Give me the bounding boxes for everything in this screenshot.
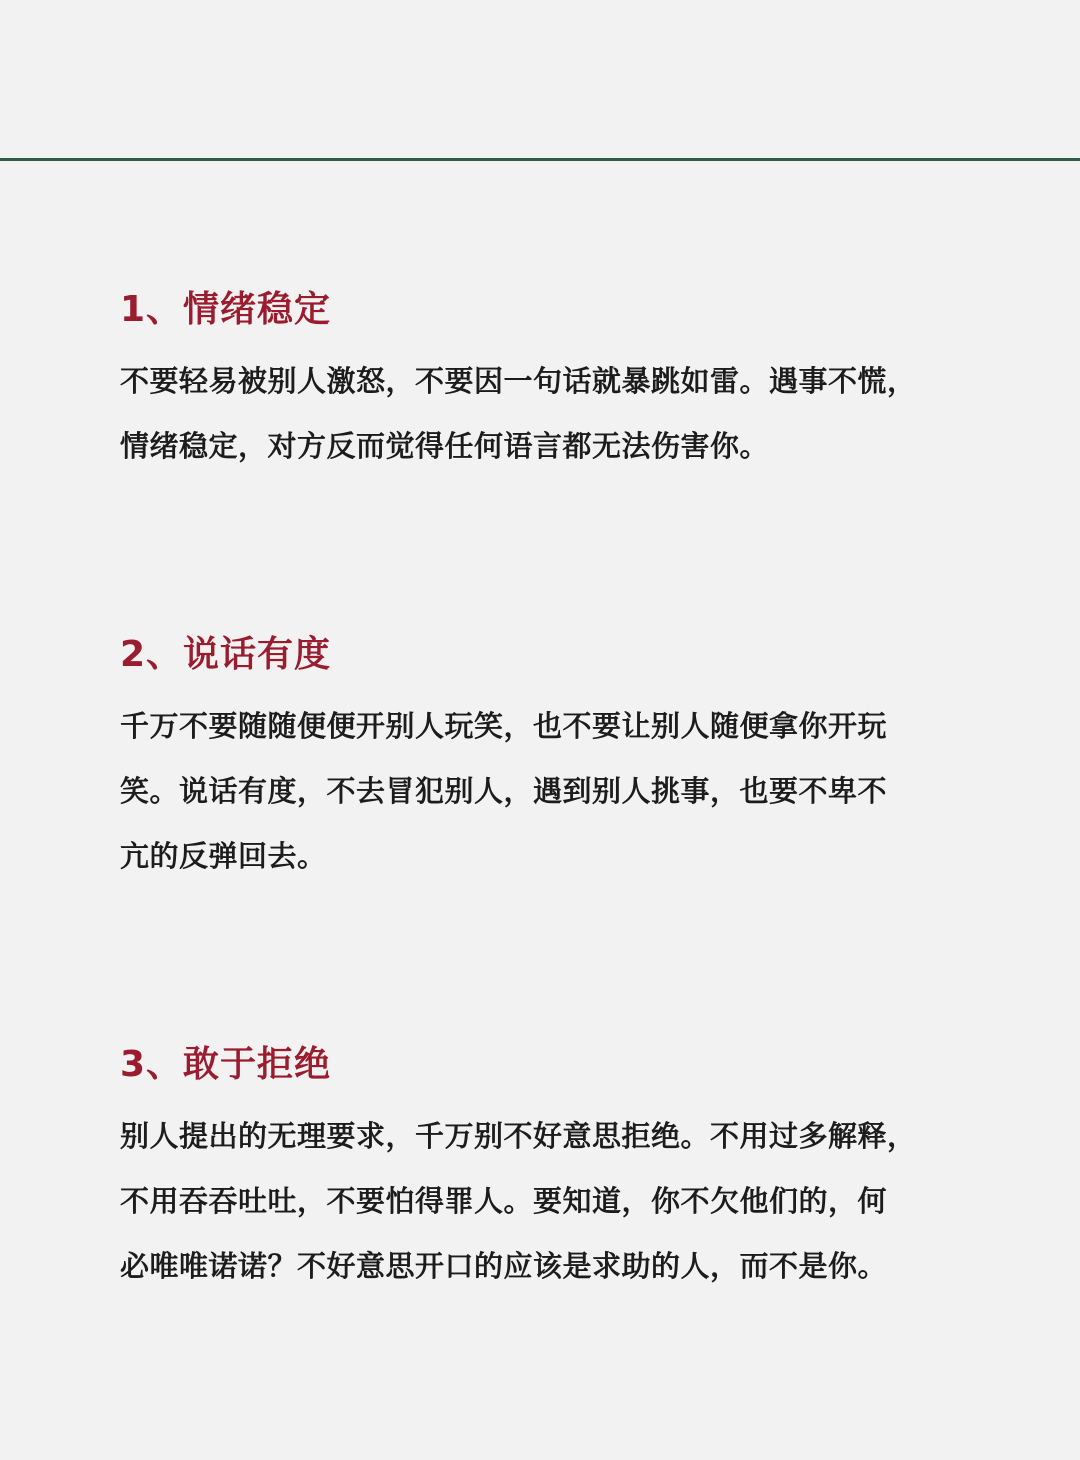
section-body <box>120 1104 980 1299</box>
section-body <box>120 349 980 479</box>
body-line: 不要轻易被别人激怒，不要因一句话就暴跳如雷。遇事不慌， <box>120 364 917 398</box>
section-emotional-stability <box>120 287 980 479</box>
section-title: 1、情绪稳定 <box>120 289 332 330</box>
section-dare-to-refuse <box>120 1042 980 1299</box>
body-line: 必唯唯诺诺？不好意思开口的应该是求助的人，而不是你。 <box>120 1249 888 1283</box>
section-body <box>120 694 980 889</box>
body-line: 别人提出的无理要求，千万别不好意思拒绝。不用过多解释， <box>120 1119 917 1153</box>
section-speak-moderately <box>120 632 980 889</box>
body-line: 笑。说话有度，不去冒犯别人，遇到别人挑事，也要不卑不 <box>120 774 888 808</box>
body-line: 不用吞吞吐吐，不要怕得罪人。要知道，你不欠他们的，何 <box>120 1184 888 1218</box>
section-title: 2、说话有度 <box>120 634 332 675</box>
top-divider <box>0 158 1080 161</box>
section-title: 3、敢于拒绝 <box>120 1044 332 1085</box>
body-line: 亢的反弹回去。 <box>120 839 327 873</box>
body-line: 千万不要随随便便开别人玩笑，也不要让别人随便拿你开玩 <box>120 709 888 743</box>
body-line: 情绪稳定，对方反而觉得任何语言都无法伤害你。 <box>120 429 770 463</box>
